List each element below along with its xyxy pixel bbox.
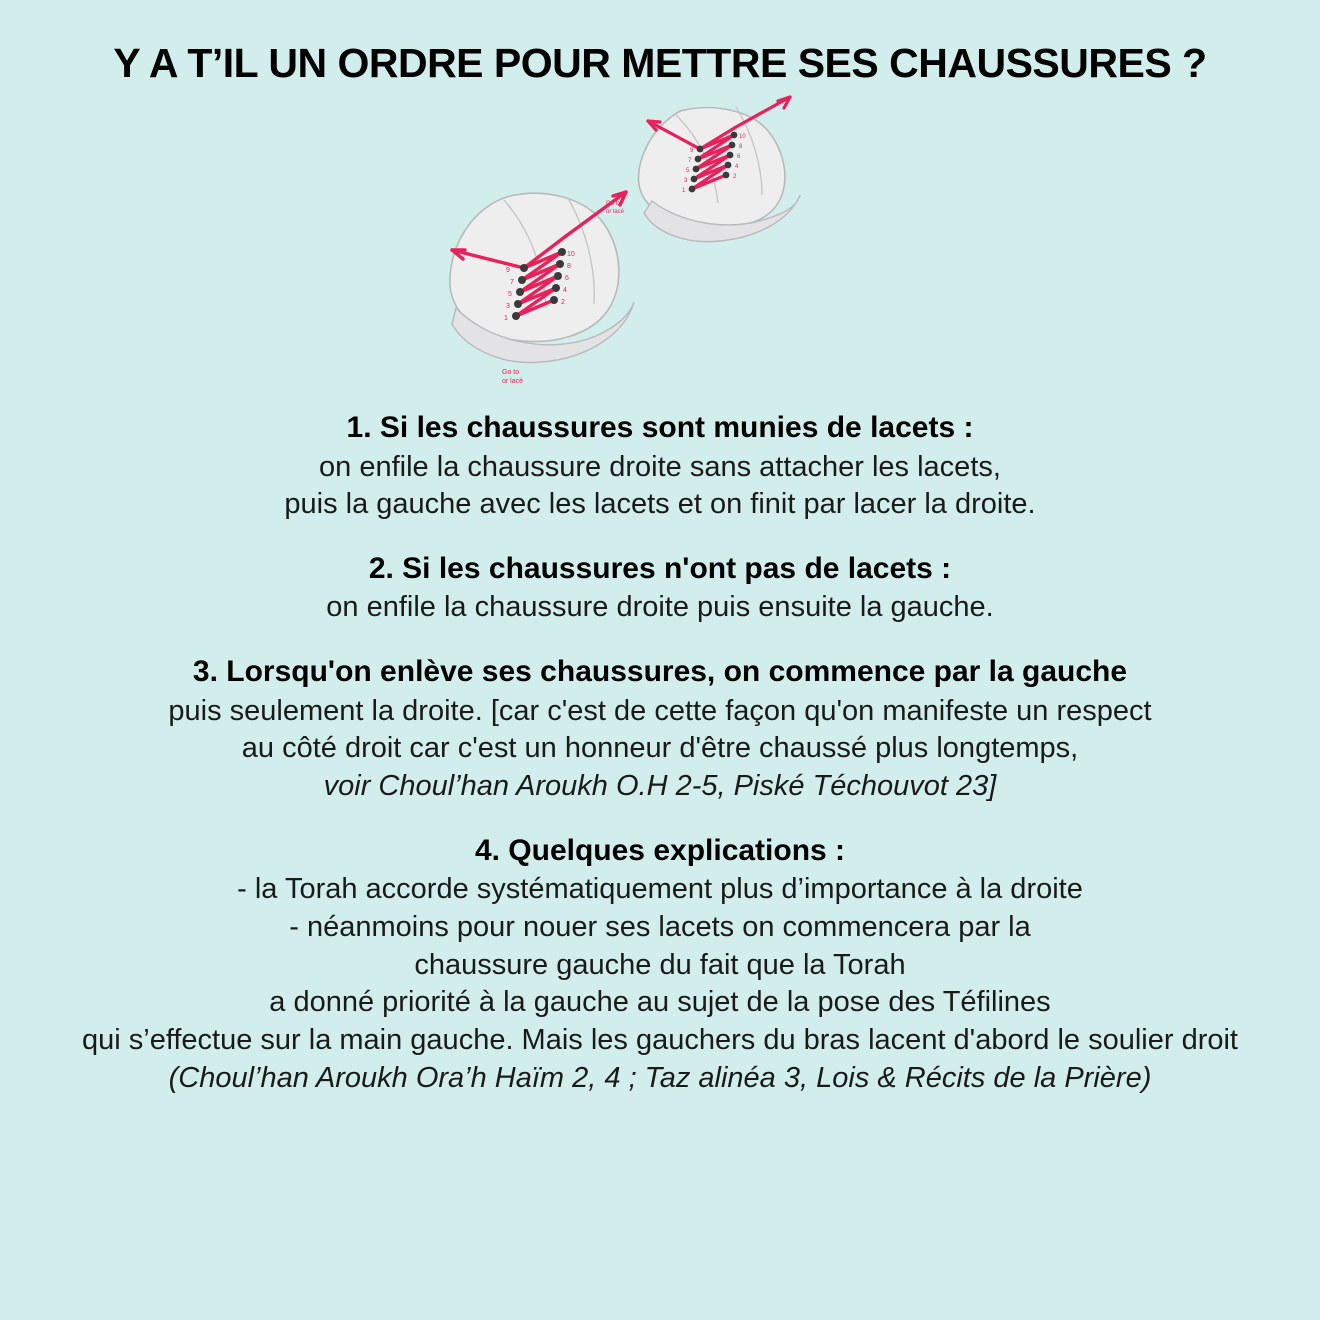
shoe-lacing-illustration (30, 91, 1290, 391)
section-3-line-2: au côté droit car c'est un honneur d'être chaussé plus longtemps, (241, 732, 1079, 765)
svg-text:4: 4 (563, 287, 567, 295)
section-4-line-5: qui s’effectue sur la main gauche. Mais les gauchers du bras lacent d'abord le soulier droit (82, 1023, 1238, 1056)
shoe-lower-left (450, 192, 634, 385)
svg-text:8: 8 (739, 144, 743, 151)
section-4-line-1: - la Torah accorde systématiquement plus d’importance à la droite (237, 873, 1083, 906)
section-1-line-1: on enfile la chaussure droite sans attacher les lacets, (319, 450, 1001, 483)
svg-text:3: 3 (506, 303, 510, 311)
svg-text:7: 7 (510, 279, 514, 287)
svg-text:5: 5 (686, 168, 690, 175)
svg-text:9: 9 (506, 267, 510, 275)
svg-text:7: 7 (688, 158, 692, 165)
page-title: Y A T’IL UN ORDRE POUR METTRE SES CHAUSSURES ? (113, 40, 1207, 86)
section-2-line-1: on enfile la chaussure droite puis ensuite la gauche. (326, 591, 994, 624)
svg-text:or lacé: or lacé (606, 209, 625, 216)
svg-text:4: 4 (735, 164, 739, 171)
section-4-line-2: - néanmoins pour nouer ses lacets on commencera par la (289, 910, 1031, 943)
section-4-source: (Choul’han Aroukh Ora’h Haïm 2, 4 ; Taz alinéa 3, Lois & Récits de la Prière) (168, 1061, 1152, 1094)
section-2-heading: 2. Si les chaussures n'ont pas de lacets : (368, 551, 952, 585)
svg-text:1: 1 (682, 188, 686, 195)
shoe-upper-right (606, 97, 800, 242)
svg-text:8: 8 (567, 263, 571, 271)
svg-text:2: 2 (561, 299, 565, 307)
section-3 (20, 653, 1300, 806)
text-content (20, 401, 1300, 1123)
svg-text:6: 6 (737, 154, 741, 161)
svg-text:10: 10 (567, 251, 575, 259)
svg-text:Go to: Go to (502, 369, 520, 377)
section-3-source: voir Choul’han Aroukh O.H 2-5, Piské Téchouvot 23] (323, 769, 997, 802)
svg-text:9: 9 (690, 148, 694, 155)
svg-text:2: 2 (733, 174, 737, 181)
section-1 (20, 409, 1300, 524)
section-3-line-1: puis seulement la droite. [car c'est de cette façon qu'on manifeste un respect (168, 694, 1152, 727)
section-4-line-3: chaussure gauche du fait que la Torah (414, 948, 906, 981)
section-2 (20, 550, 1300, 627)
svg-text:1: 1 (504, 315, 508, 323)
section-1-line-2: puis la gauche avec les lacets et on finit par lacer la droite. (284, 488, 1036, 521)
svg-text:5: 5 (508, 291, 512, 299)
svg-text:Go to: Go to (606, 201, 621, 208)
section-4-heading: 4. Quelques explications : (474, 833, 846, 867)
section-4-line-4: a donné priorité à la gauche au sujet de la pose des Téfilines (269, 986, 1051, 1019)
section-1-heading: 1. Si les chaussures sont munies de lacets : (346, 411, 974, 445)
svg-text:or lacé: or lacé (502, 378, 524, 386)
section-4 (20, 832, 1300, 1098)
section-3-heading: 3. Lorsqu'on enlève ses chaussures, on commence par la gauche (192, 655, 1128, 689)
svg-text:3: 3 (684, 178, 688, 185)
svg-text:6: 6 (565, 275, 569, 283)
svg-text:10: 10 (739, 134, 746, 141)
